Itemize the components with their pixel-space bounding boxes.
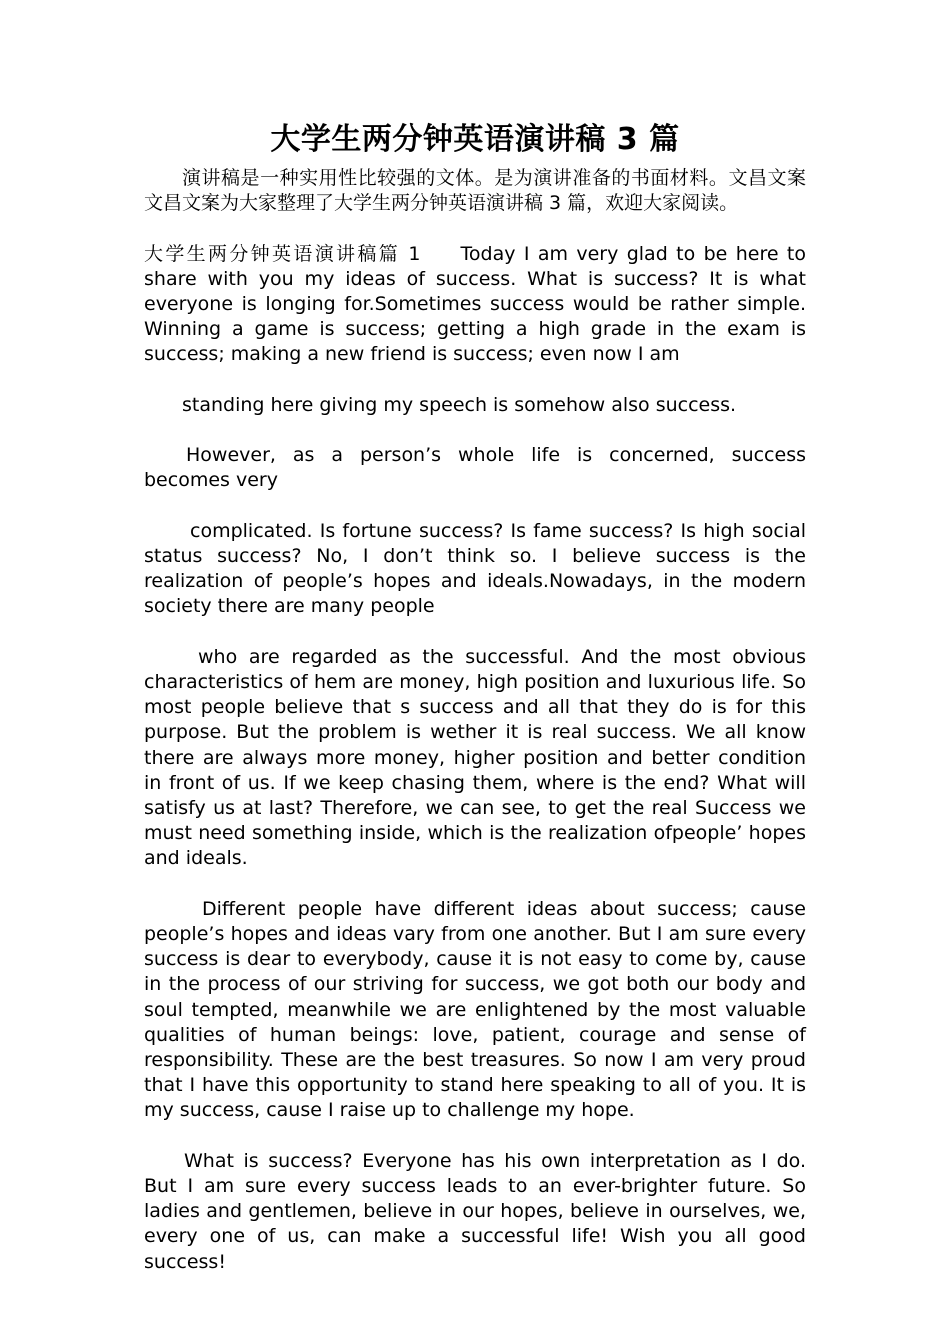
paragraph-1-text: Today I am very glad to be here to share with you my ideas of success. What is success? It is what everyone is longing for.Sometimes success would be rather simple. Winning a game is success; getting a high grade in the exam is success; making a new friend is success; even now I am (144, 242, 806, 366)
spacer (144, 216, 806, 241)
spacer (144, 418, 806, 443)
spacer (144, 872, 806, 897)
document-title: 大学生两分钟英语演讲稿 3 篇 (270, 122, 680, 157)
document-page (144, 118, 806, 1275)
paragraph-7: What is success? Everyone has his own interpretation as I do. But I am sure every success leads to an ever-brighter future. So ladies and gentlemen, believe in our hopes, believe in ourselves, we, every one of us, can make a successful life! Wish you all good success! (144, 1149, 806, 1273)
spacer (144, 1124, 806, 1149)
paragraph-1 (144, 242, 806, 368)
section-heading: 大学生两分钟英语演讲稿篇 1 (144, 242, 421, 265)
paragraph-3: However, as a person’s whole life is concerned, success becomes very (144, 444, 806, 492)
spacer (144, 368, 806, 393)
spacer (144, 494, 806, 519)
paragraph-4: complicated. Is fortune success? Is fame success? Is high social status success? No, I don’t think so. I believe success is the realization of people’s hopes and ideals.Nowadays, in the modern society there are many people (144, 519, 806, 618)
paragraph-2: standing here giving my speech is somehow also success. (182, 393, 737, 416)
intro-paragraph: 演讲稿是一种实用性比较强的文体。是为演讲准备的书面材料。文昌文案文昌文案为大家整理了大学生两分钟英语演讲稿 3 篇，欢迎大家阅读。 (144, 167, 806, 215)
paragraph-5: who are regarded as the successful. And the most obvious characteristics of hem are money, high position and luxurious life. So most people believe that s success and all that they do is for this purpose. But the problem is wether it is real success. We all know there are always more money, higher position and better condition in front of us. If we keep chasing them, where is the end? What will satisfy us at last? Therefore, we can see, to get the real Success we must need something inside, which is the realization ofpeople’ hopes and ideals. (144, 645, 806, 870)
spacer (144, 620, 806, 645)
paragraph-6: Different people have different ideas about success; cause people’s hopes and ideas vary from one another. But I am sure every success is dear to everybody, cause it is not easy to come by, cause in the process of our striving for success, we got both our body and soul tempted, meanwhile we are enlightened by the most valuable qualities of human beings: love, patient, courage and sense of responsibility. These are the best treasures. So now I am very proud that I have this opportunity to stand here speaking to all of you. It is my success, cause I raise up to challenge my hope. (144, 897, 806, 1122)
